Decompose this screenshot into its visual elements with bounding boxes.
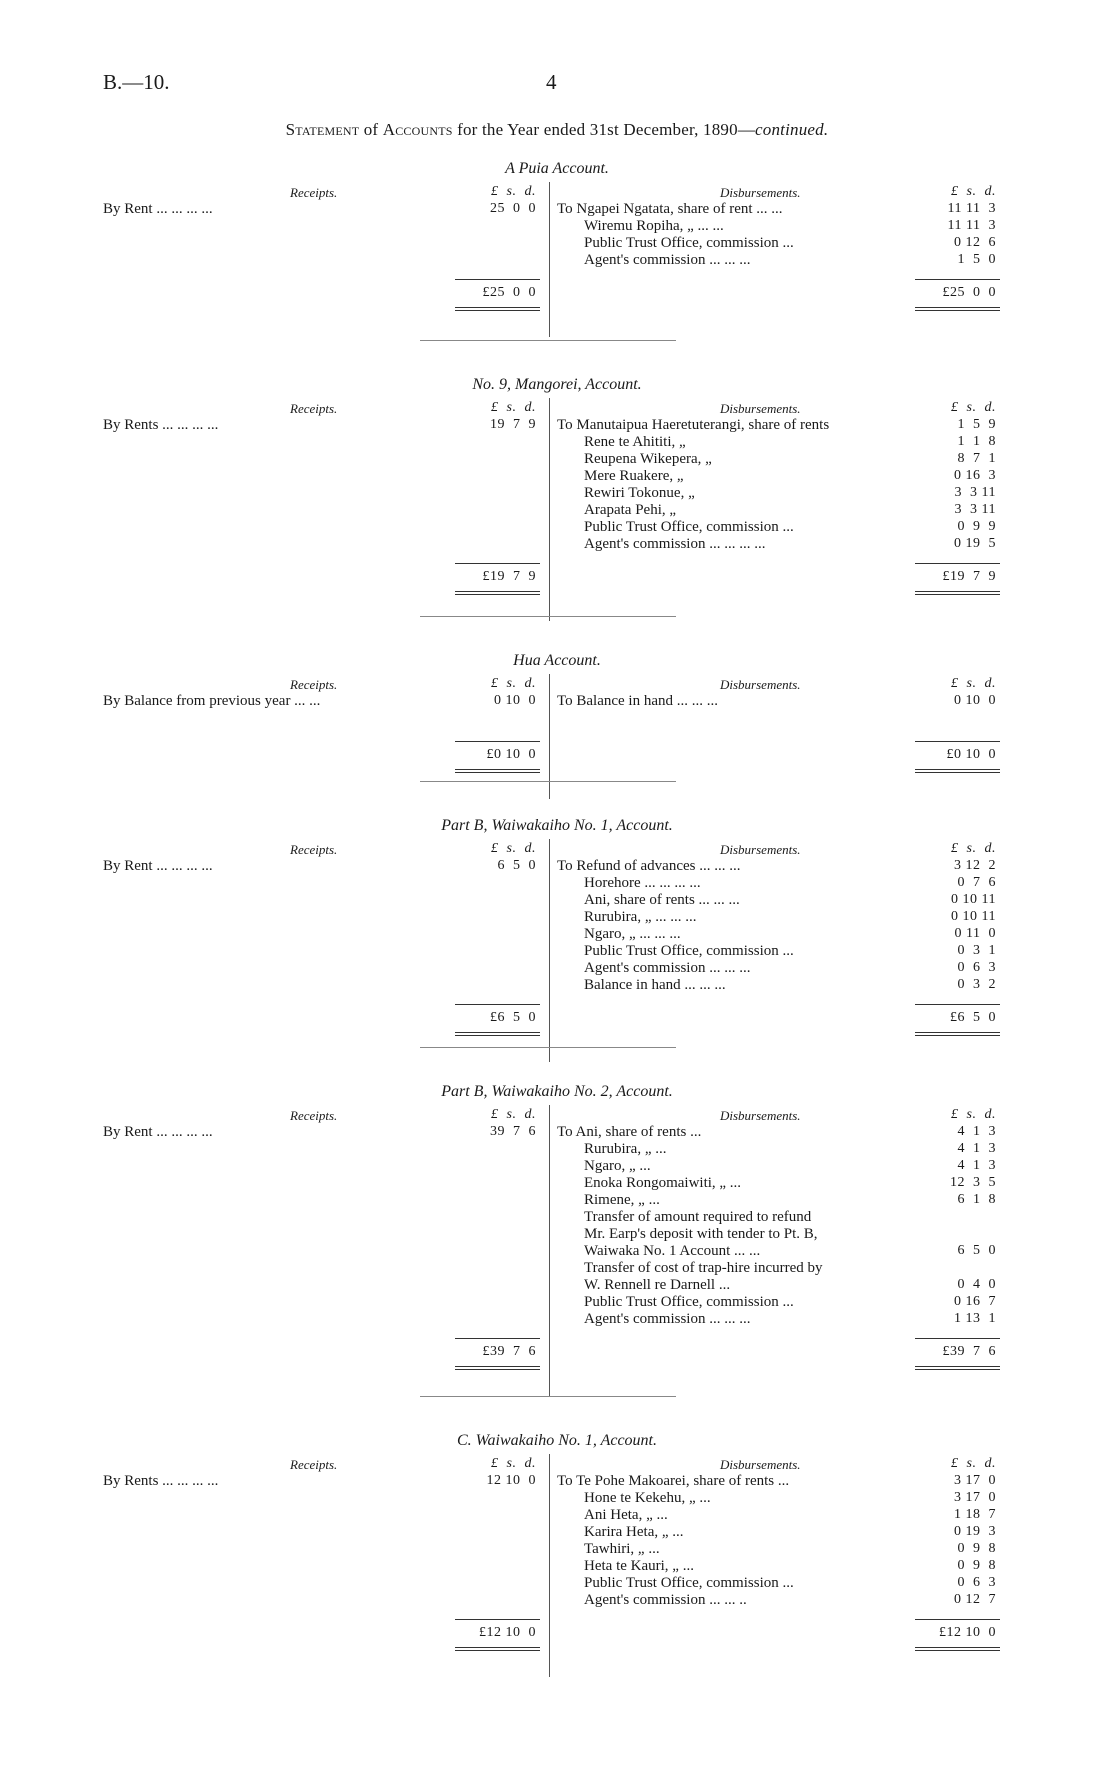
receipts-total-double-rule (455, 307, 540, 311)
receipts-total-double-rule (455, 769, 540, 773)
disbursement-entry: To Ngapei Ngatata, share of rent ... ... (557, 201, 783, 217)
disbursements-sum-rule (915, 1619, 1000, 1620)
receipt-amount: 19 7 9 (490, 417, 536, 432)
disbursement-entry: Agent's commission ... ... ... (584, 252, 751, 268)
disbursement-entry: Reupena Wikepera, „ (584, 451, 712, 467)
disbursement-entry: To Ani, share of rents ... (557, 1124, 702, 1140)
disbursement-amount: 3 3 11 (954, 485, 996, 500)
account-title: No. 9, Mangorei, Account. (472, 376, 642, 393)
account-title: Part B, Waiwakaiho No. 2, Account. (441, 1083, 673, 1100)
receipt-amount: 39 7 6 (490, 1124, 536, 1139)
disbursements-total-double-rule (915, 769, 1000, 773)
section-separator (420, 616, 676, 617)
receipts-lsd-header: £ s. d. (491, 841, 536, 856)
section-separator (420, 781, 676, 782)
disbursement-entry: Karira Heta, „ ... (584, 1524, 684, 1540)
disbursements-header: Disbursements. (720, 401, 801, 416)
disbursements-sum-rule (915, 741, 1000, 742)
disbursement-entry: Ngaro, „ ... ... ... (584, 926, 681, 942)
receipts-sum-rule (455, 741, 540, 742)
disbursement-amount: 4 1 3 (957, 1124, 996, 1139)
receipts-lsd-header: £ s. d. (491, 1456, 536, 1471)
account-block (0, 1083, 1114, 1383)
disbursement-amount: 0 3 2 (957, 977, 996, 992)
receipt-amount: 6 5 0 (497, 858, 536, 873)
disbursement-entry: Transfer of cost of trap-hire incurred by (584, 1260, 823, 1276)
page-header (103, 70, 1003, 100)
section-separator (420, 1396, 676, 1397)
disbursement-entry: Heta te Kauri, „ ... (584, 1558, 694, 1574)
receipts-total: £25 0 0 (482, 285, 536, 300)
disbursement-amount: 0 9 8 (957, 1558, 996, 1573)
disbursement-amount: 3 3 11 (954, 502, 996, 517)
disbursement-amount: 0 9 9 (957, 519, 996, 534)
disbursement-entry: Wiremu Ropiha, „ ... ... (584, 218, 724, 234)
disbursements-lsd-header: £ s. d. (951, 1456, 996, 1471)
disbursements-header: Disbursements. (720, 677, 801, 692)
disbursements-total-double-rule (915, 1647, 1000, 1651)
disbursements-sum-rule (915, 1004, 1000, 1005)
disbursement-amount: 6 1 8 (957, 1192, 996, 1207)
disbursement-amount: 0 12 6 (954, 235, 996, 250)
disbursement-amount: 1 5 9 (957, 417, 996, 432)
disbursements-sum-rule (915, 563, 1000, 564)
column-divider (549, 839, 550, 1062)
disbursement-entry: Horehore ... ... ... ... (584, 875, 701, 891)
receipts-header: Receipts. (290, 1108, 338, 1123)
receipts-total: £0 10 0 (486, 747, 536, 762)
disbursement-amount: 0 10 11 (951, 909, 996, 924)
account-block (0, 1432, 1114, 1732)
disbursements-total-double-rule (915, 1032, 1000, 1036)
disbursement-amount: 4 1 3 (957, 1141, 996, 1156)
disbursement-amount: 0 6 3 (957, 1575, 996, 1590)
receipts-header: Receipts. (290, 842, 338, 857)
disbursement-amount: 0 10 0 (954, 693, 996, 708)
disbursements-header: Disbursements. (720, 1108, 801, 1123)
receipts-total: £12 10 0 (479, 1625, 536, 1640)
account-block (0, 376, 1114, 676)
page-number: 4 (546, 70, 557, 94)
disbursement-entry: Enoka Rongomaiwiti, „ ... (584, 1175, 742, 1191)
receipts-sum-rule (455, 1619, 540, 1620)
disbursements-header: Disbursements. (720, 1457, 801, 1472)
account-block (0, 817, 1114, 1117)
disbursement-amount: 0 3 1 (957, 943, 996, 958)
receipt-entry: By Rents ... ... ... ... (103, 1473, 219, 1489)
disbursement-entry: Arapata Pehi, „ (584, 502, 677, 518)
disbursement-amount: 1 13 1 (954, 1311, 996, 1326)
receipts-total-double-rule (455, 1366, 540, 1370)
column-divider (549, 1105, 550, 1396)
receipts-sum-rule (455, 1338, 540, 1339)
disbursement-amount: 4 1 3 (957, 1158, 996, 1173)
disbursement-entry: Public Trust Office, commission ... (584, 1575, 794, 1591)
disbursements-total-double-rule (915, 591, 1000, 595)
disbursement-entry: To Te Pohe Makoarei, share of rents ... (557, 1473, 790, 1489)
receipt-entry: By Balance from previous year ... ... (103, 693, 321, 709)
disbursements-total-double-rule (915, 307, 1000, 311)
disbursement-entry: W. Rennell re Darnell ... (584, 1277, 731, 1293)
disbursement-entry: Ani, share of rents ... ... ... (584, 892, 740, 908)
account-title: Part B, Waiwakaiho No. 1, Account. (441, 817, 673, 834)
disbursements-lsd-header: £ s. d. (951, 676, 996, 691)
disbursement-amount: 3 12 2 (954, 858, 996, 873)
disbursement-entry: Agent's commission ... ... .. (584, 1592, 747, 1608)
disbursements-sum-rule (915, 1338, 1000, 1339)
receipt-amount: 25 0 0 (490, 201, 536, 216)
disbursement-entry: Balance in hand ... ... ... (584, 977, 726, 993)
disbursement-entry: Public Trust Office, commission ... (584, 235, 794, 251)
receipts-total: £19 7 9 (482, 569, 536, 584)
column-divider (549, 398, 550, 621)
disbursements-header: Disbursements. (720, 842, 801, 857)
disbursements-total: £12 10 0 (939, 1625, 996, 1640)
disbursement-entry: Mere Ruakere, „ (584, 468, 684, 484)
disbursement-amount: 0 4 0 (957, 1277, 996, 1292)
disbursement-entry: Public Trust Office, commission ... (584, 1294, 794, 1310)
disbursement-amount: 0 19 5 (954, 536, 996, 551)
disbursement-entry: Public Trust Office, commission ... (584, 943, 794, 959)
disbursement-entry: Mr. Earp's deposit with tender to Pt. B, (584, 1226, 818, 1242)
disbursement-amount: 11 11 3 (947, 218, 996, 233)
disbursements-total: £25 0 0 (942, 285, 996, 300)
disbursement-entry: Public Trust Office, commission ... (584, 519, 794, 535)
disbursement-amount: 3 17 0 (954, 1490, 996, 1505)
receipts-sum-rule (455, 1004, 540, 1005)
disbursement-entry: Tawhiri, „ ... (584, 1541, 660, 1557)
column-divider (549, 182, 550, 337)
disbursement-entry: To Manutaipua Haeretuterangi, share of rents (557, 417, 830, 433)
receipts-sum-rule (455, 279, 540, 280)
disbursement-amount: 0 16 3 (954, 468, 996, 483)
disbursements-lsd-header: £ s. d. (951, 841, 996, 856)
disbursement-entry: Agent's commission ... ... ... (584, 1311, 751, 1327)
receipts-lsd-header: £ s. d. (491, 1107, 536, 1122)
account-title: C. Waiwakaiho No. 1, Account. (457, 1432, 657, 1449)
disbursement-amount: 1 18 7 (954, 1507, 996, 1522)
disbursement-entry: Rurubira, „ ... (584, 1141, 667, 1157)
disbursement-amount: 1 1 8 (957, 434, 996, 449)
disbursement-amount: 0 10 11 (951, 892, 996, 907)
disbursement-entry: Transfer of amount required to refund (584, 1209, 812, 1225)
disbursements-total: £19 7 9 (942, 569, 996, 584)
disbursement-entry: Hone te Kekehu, „ ... (584, 1490, 711, 1506)
document-reference: B.—10. (103, 70, 170, 94)
account-title: Hua Account. (513, 652, 601, 669)
document-title: Statement of Accounts for the Year ended 31st December, 1890—continued. (285, 120, 829, 139)
disbursements-lsd-header: £ s. d. (951, 400, 996, 415)
receipts-header: Receipts. (290, 401, 338, 416)
disbursement-entry: Ngaro, „ ... (584, 1158, 651, 1174)
receipt-entry: By Rent ... ... ... ... (103, 858, 213, 874)
disbursements-header: Disbursements. (720, 185, 801, 200)
disbursement-entry: Agent's commission ... ... ... ... (584, 536, 766, 552)
receipts-sum-rule (455, 563, 540, 564)
receipt-entry: By Rent ... ... ... ... (103, 201, 213, 217)
disbursement-amount: 0 12 7 (954, 1592, 996, 1607)
section-separator (420, 1047, 676, 1048)
disbursement-entry: To Refund of advances ... ... ... (557, 858, 741, 874)
disbursement-amount: 0 11 0 (954, 926, 996, 941)
section-separator (420, 340, 676, 341)
disbursement-amount: 12 3 5 (950, 1175, 996, 1190)
disbursement-entry: Ani Heta, „ ... (584, 1507, 668, 1523)
disbursement-amount: 3 17 0 (954, 1473, 996, 1488)
disbursement-amount: 0 6 3 (957, 960, 996, 975)
receipts-lsd-header: £ s. d. (491, 184, 536, 199)
receipts-total-double-rule (455, 1647, 540, 1651)
disbursements-total: £39 7 6 (942, 1344, 996, 1359)
receipts-total: £39 7 6 (482, 1344, 536, 1359)
disbursement-amount: 8 7 1 (957, 451, 996, 466)
receipts-lsd-header: £ s. d. (491, 400, 536, 415)
receipt-entry: By Rent ... ... ... ... (103, 1124, 213, 1140)
receipts-header: Receipts. (290, 677, 338, 692)
disbursements-total-double-rule (915, 1366, 1000, 1370)
disbursement-amount: 11 11 3 (947, 201, 996, 216)
column-divider (549, 1454, 550, 1677)
disbursements-lsd-header: £ s. d. (951, 184, 996, 199)
receipts-header: Receipts. (290, 185, 338, 200)
disbursement-entry: Rene te Ahititi, „ (584, 434, 686, 450)
receipts-total: £6 5 0 (490, 1010, 536, 1025)
disbursement-entry: Rurubira, „ ... ... ... (584, 909, 697, 925)
disbursement-entry: Waiwaka No. 1 Account ... ... (584, 1243, 761, 1259)
disbursement-amount: 1 5 0 (957, 252, 996, 267)
receipts-header: Receipts. (290, 1457, 338, 1472)
disbursements-total: £0 10 0 (946, 747, 996, 762)
receipts-total-double-rule (455, 1032, 540, 1036)
disbursement-amount: 0 7 6 (957, 875, 996, 890)
disbursement-entry: Rewiri Tokonue, „ (584, 485, 695, 501)
receipt-amount: 0 10 0 (494, 693, 536, 708)
receipts-lsd-header: £ s. d. (491, 676, 536, 691)
disbursement-amount: 0 9 8 (957, 1541, 996, 1556)
disbursement-amount: 6 5 0 (957, 1243, 996, 1258)
disbursement-amount: 0 16 7 (954, 1294, 996, 1309)
receipts-total-double-rule (455, 591, 540, 595)
disbursements-lsd-header: £ s. d. (951, 1107, 996, 1122)
disbursement-entry: Agent's commission ... ... ... (584, 960, 751, 976)
disbursements-total: £6 5 0 (950, 1010, 996, 1025)
account-title: A Puia Account. (505, 160, 609, 177)
receipt-amount: 12 10 0 (486, 1473, 536, 1488)
disbursements-sum-rule (915, 279, 1000, 280)
disbursement-amount: 0 19 3 (954, 1524, 996, 1539)
disbursement-entry: To Balance in hand ... ... ... (557, 693, 718, 709)
disbursement-entry: Rimene, „ ... (584, 1192, 660, 1208)
receipt-entry: By Rents ... ... ... ... (103, 417, 219, 433)
